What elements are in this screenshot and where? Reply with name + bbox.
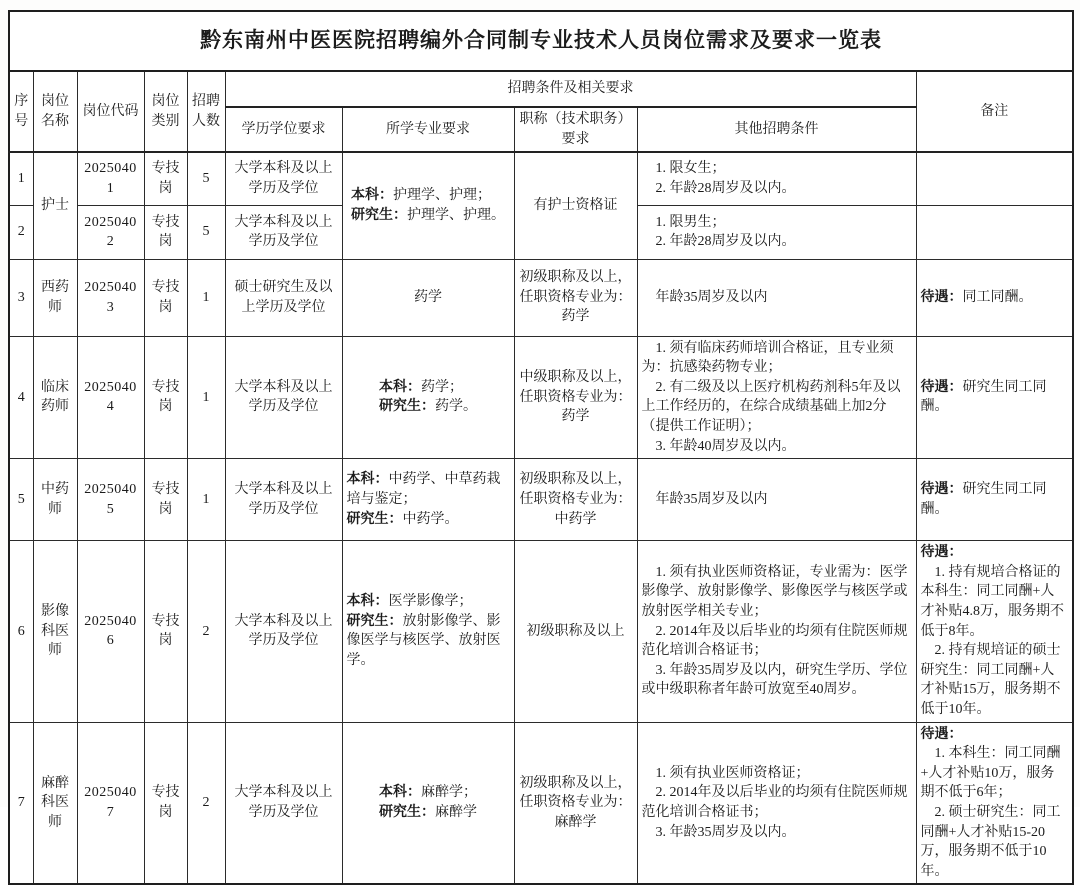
cell-other-conditions: 1. 须有临床药师培训合格证，且专业须为：抗感染药物专业； 2. 有二级及以上医疗机构药剂科5年及以上工作经历的，在综合成绩基础上加2分（提供工作证明）； 3. 年龄40周岁及以内。	[637, 336, 916, 459]
cell-education: 大学本科及以上学历及学位	[225, 459, 342, 541]
cell-title-req: 中级职称及以上，任职资格专业为：药学	[514, 336, 637, 459]
cell-position-code: 20250404	[77, 336, 144, 459]
cell-seq: 5	[9, 459, 33, 541]
cell-other-conditions: 1. 须有执业医师资格证； 2. 2014年及以后毕业的均须有住院医师规范化培训合格证书； 3. 年龄35周岁及以内。	[637, 722, 916, 884]
cell-seq: 6	[9, 541, 33, 722]
col-header-position-code: 岗位代码	[77, 71, 144, 152]
cell-seq: 1	[9, 152, 33, 205]
cell-major: 本科：麻醉学； 研究生：麻醉学	[342, 722, 514, 884]
cell-position-name: 西药师	[33, 259, 77, 336]
cell-remark: 待遇： 1. 本科生：同工同酬+人才补贴10万，服务期不低于6年； 2. 硕士研究生：同工同酬+人才补贴15-20万，服务期不低于10年。	[916, 722, 1073, 884]
col-header-position-name: 岗位名称	[33, 71, 77, 152]
cell-major: 本科：医学影像学； 研究生：放射影像学、影像医学与核医学、放射医学。	[342, 541, 514, 722]
col-header-seq: 序号	[9, 71, 33, 152]
cell-category: 专技岗	[144, 541, 187, 722]
cell-major: 本科：护理学、护理； 研究生：护理学、护理。	[342, 152, 514, 259]
recruitment-table	[8, 10, 1074, 885]
table-row	[9, 459, 1073, 541]
cell-major: 本科：药学； 研究生：药学。	[342, 336, 514, 459]
col-header-other: 其他招聘条件	[637, 107, 916, 152]
cell-major: 本科：中药学、中草药栽培与鉴定； 研究生：中药学。	[342, 459, 514, 541]
cell-position-name: 中药师	[33, 459, 77, 541]
cell-education: 大学本科及以上学历及学位	[225, 205, 342, 259]
cell-position-name: 护士	[33, 152, 77, 259]
cell-category: 专技岗	[144, 259, 187, 336]
cell-title-req: 初级职称及以上	[514, 541, 637, 722]
cell-position-name: 临床药师	[33, 336, 77, 459]
table-row	[9, 541, 1073, 722]
cell-seq: 4	[9, 336, 33, 459]
cell-position-code: 20250406	[77, 541, 144, 722]
col-header-major: 所学专业要求	[342, 107, 514, 152]
col-header-conditions-group: 招聘条件及相关要求	[225, 71, 916, 107]
cell-category: 专技岗	[144, 459, 187, 541]
cell-seq: 7	[9, 722, 33, 884]
cell-seq: 2	[9, 205, 33, 259]
cell-remark: 待遇： 1. 持有规培合格证的本科生：同工同酬+人才补贴4.8万，服务期不低于8年。 2. 持有规培证的硕士研究生：同工同酬+人才补贴15万，服务期不低于10年。	[916, 541, 1073, 722]
cell-remark: 待遇：研究生同工同酬。	[916, 459, 1073, 541]
cell-remark	[916, 152, 1073, 205]
cell-title-req: 有护士资格证	[514, 152, 637, 259]
cell-other-conditions: 年龄35周岁及以内	[637, 459, 916, 541]
cell-count: 1	[187, 459, 225, 541]
table-row	[9, 152, 1073, 205]
col-header-category: 岗位类别	[144, 71, 187, 152]
cell-count: 2	[187, 541, 225, 722]
cell-position-code: 20250405	[77, 459, 144, 541]
cell-education: 硕士研究生及以上学历及学位	[225, 259, 342, 336]
cell-position-code: 20250401	[77, 152, 144, 205]
page-title: 黔东南州中医医院招聘编外合同制专业技术人员岗位需求及要求一览表	[9, 11, 1073, 71]
cell-education: 大学本科及以上学历及学位	[225, 722, 342, 884]
col-header-count: 招聘人数	[187, 71, 225, 152]
cell-position-name: 影像科医师	[33, 541, 77, 722]
col-header-education: 学历学位要求	[225, 107, 342, 152]
cell-remark	[916, 205, 1073, 259]
cell-position-name: 麻醉科医师	[33, 722, 77, 884]
cell-remark: 待遇：研究生同工同酬。	[916, 336, 1073, 459]
cell-count: 5	[187, 152, 225, 205]
col-header-remark: 备注	[916, 71, 1073, 152]
table-row	[9, 722, 1073, 884]
cell-category: 专技岗	[144, 722, 187, 884]
cell-category: 专技岗	[144, 336, 187, 459]
cell-count: 2	[187, 722, 225, 884]
cell-other-conditions: 1. 限男生； 2. 年龄28周岁及以内。	[637, 205, 916, 259]
cell-count: 5	[187, 205, 225, 259]
cell-other-conditions: 1. 限女生； 2. 年龄28周岁及以内。	[637, 152, 916, 205]
cell-education: 大学本科及以上学历及学位	[225, 336, 342, 459]
cell-count: 1	[187, 336, 225, 459]
cell-title-req: 初级职称及以上，任职资格专业为：中药学	[514, 459, 637, 541]
cell-remark: 待遇：同工同酬。	[916, 259, 1073, 336]
cell-seq: 3	[9, 259, 33, 336]
cell-other-conditions: 1. 须有执业医师资格证，专业需为：医学影像学、放射影像学、影像医学与核医学或放射医学相关专业； 2. 2014年及以后毕业的均须有住院医师规范化培训合格证书； 3. 年龄35周岁及以内，研究生学历、学位或中级职称者年龄可放宽至40周岁。	[637, 541, 916, 722]
cell-category: 专技岗	[144, 205, 187, 259]
cell-position-code: 20250407	[77, 722, 144, 884]
cell-title-req: 初级职称及以上，任职资格专业为：麻醉学	[514, 722, 637, 884]
cell-education: 大学本科及以上学历及学位	[225, 541, 342, 722]
cell-title-req: 初级职称及以上，任职资格专业为：药学	[514, 259, 637, 336]
cell-education: 大学本科及以上学历及学位	[225, 152, 342, 205]
cell-position-code: 20250402	[77, 205, 144, 259]
table-row	[9, 336, 1073, 459]
cell-major: 药学	[342, 259, 514, 336]
cell-position-code: 20250403	[77, 259, 144, 336]
col-header-title-req: 职称（技术职务）要求	[514, 107, 637, 152]
table-row	[9, 259, 1073, 336]
cell-other-conditions: 年龄35周岁及以内	[637, 259, 916, 336]
cell-category: 专技岗	[144, 152, 187, 205]
cell-count: 1	[187, 259, 225, 336]
